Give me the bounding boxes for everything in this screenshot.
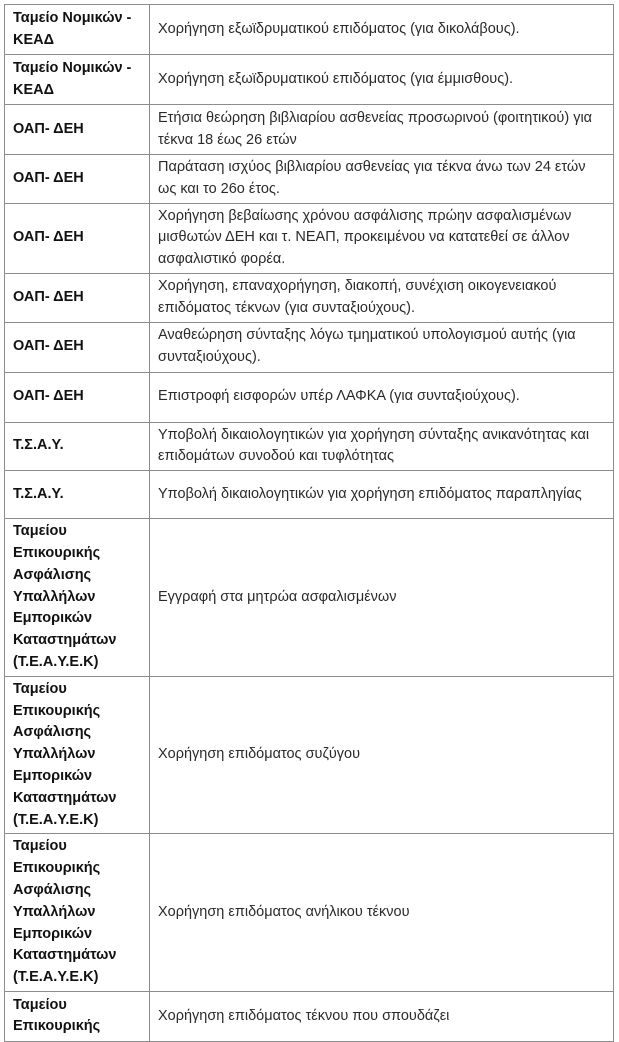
fund-name-cell: ΟΑΠ- ΔΕΗ <box>5 273 150 322</box>
service-description-cell: Χορήγηση βεβαίωσης χρόνου ασφάλισης πρώην ασφαλισμένων μισθωτών ΔΕΗ και τ. ΝΕΑΠ, προκειμένου να κατατεθεί σε άλλον ασφαλιστικό φορέα. <box>150 203 614 273</box>
table-row <box>5 273 614 322</box>
table-row <box>5 155 614 204</box>
fund-name-cell: ΟΑΠ- ΔΕΗ <box>5 105 150 155</box>
table-row <box>5 105 614 155</box>
table-row <box>5 991 614 1041</box>
fund-name-cell: Τ.Σ.Α.Υ. <box>5 471 150 519</box>
service-description-cell: Ετήσια θεώρηση βιβλιαρίου ασθενείας προσωρινού (φοιτητικού) για τέκνα 18 έως 26 ετών <box>150 105 614 155</box>
table-row <box>5 422 614 471</box>
service-description-cell: Χορήγηση εξωϊδρυματικού επιδόματος (για δικολάβους). <box>150 5 614 55</box>
table-row <box>5 5 614 55</box>
service-description-cell: Παράταση ισχύος βιβλιαρίου ασθενείας για τέκνα άνω των 24 ετών ως και το 26ο έτος. <box>150 155 614 204</box>
service-description-cell: Υποβολή δικαιολογητικών για χορήγηση σύνταξης ανικανότητας και επιδομάτων συνοδού και τυφλότητας <box>150 422 614 471</box>
table-row <box>5 676 614 834</box>
table-row <box>5 322 614 372</box>
table-row <box>5 471 614 519</box>
service-description-cell: Επιστροφή εισφορών υπέρ ΛΑΦΚΑ (για συνταξιούχους). <box>150 372 614 422</box>
service-description-cell: Αναθεώρηση σύνταξης λόγω τμηματικού υπολογισμού αυτής (για συνταξιούχους). <box>150 322 614 372</box>
table-row <box>5 203 614 273</box>
table-row <box>5 519 614 677</box>
service-description-cell: Χορήγηση επιδόματος συζύγου <box>150 676 614 834</box>
fund-name-cell: Ταμείου Επικουρικής Ασφάλισης Υπαλλήλων Εμπορικών Καταστημάτων (Τ.Ε.Α.Υ.Ε.Κ) <box>5 834 150 992</box>
fund-name-cell: Τ.Σ.Α.Υ. <box>5 422 150 471</box>
service-description-cell: Χορήγηση επιδόματος τέκνου που σπουδάζει <box>150 991 614 1041</box>
fund-name-cell: Ταμείο Νομικών - ΚΕΑΔ <box>5 55 150 105</box>
table-row <box>5 55 614 105</box>
fund-name-cell: Ταμείο Νομικών - ΚΕΑΔ <box>5 5 150 55</box>
fund-name-cell: Ταμείου Επικουρικής <box>5 991 150 1041</box>
fund-name-cell: ΟΑΠ- ΔΕΗ <box>5 203 150 273</box>
fund-name-cell: ΟΑΠ- ΔΕΗ <box>5 155 150 204</box>
table-row <box>5 372 614 422</box>
fund-name-cell: ΟΑΠ- ΔΕΗ <box>5 322 150 372</box>
service-description-cell: Χορήγηση εξωϊδρυματικού επιδόματος (για έμμισθους). <box>150 55 614 105</box>
services-table <box>4 4 614 1042</box>
service-description-cell: Χορήγηση, επαναχορήγηση, διακοπή, συνέχιση οικογενειακού επιδόματος τέκνων (για συνταξιούχους). <box>150 273 614 322</box>
fund-name-cell: ΟΑΠ- ΔΕΗ <box>5 372 150 422</box>
table-row <box>5 834 614 992</box>
service-description-cell: Εγγραφή στα μητρώα ασφαλισμένων <box>150 519 614 677</box>
fund-name-cell: Ταμείου Επικουρικής Ασφάλισης Υπαλλήλων Εμπορικών Καταστημάτων (Τ.Ε.Α.Υ.Ε.Κ) <box>5 676 150 834</box>
fund-name-cell: Ταμείου Επικουρικής Ασφάλισης Υπαλλήλων Εμπορικών Καταστημάτων (Τ.Ε.Α.Υ.Ε.Κ) <box>5 519 150 677</box>
service-description-cell: Υποβολή δικαιολογητικών για χορήγηση επιδόματος παραπληγίας <box>150 471 614 519</box>
service-description-cell: Χορήγηση επιδόματος ανήλικου τέκνου <box>150 834 614 992</box>
